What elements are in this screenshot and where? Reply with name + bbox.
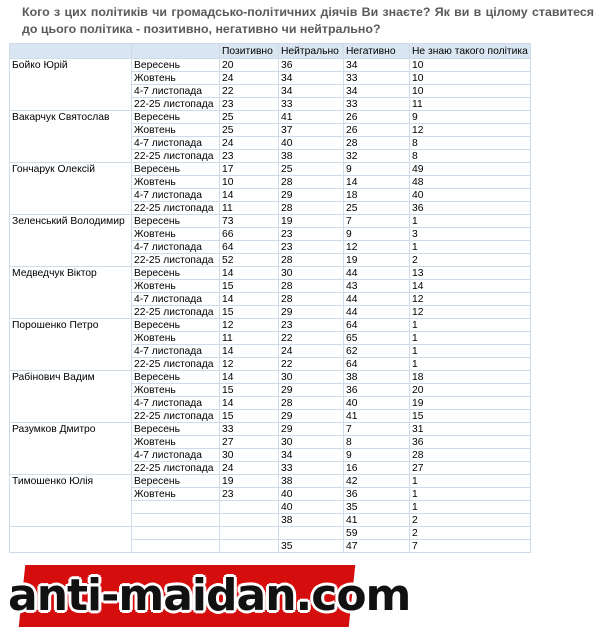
positive-cell: 25 [220,124,279,137]
period-cell: 4-7 листопада [132,189,220,202]
period-cell [132,527,220,540]
header-row [10,44,531,59]
neutral-cell: 36 [279,59,344,72]
unknown-cell: 49 [410,163,531,176]
negative-cell: 33 [344,72,410,85]
period-cell: Жовтень [132,384,220,397]
negative-cell: 28 [344,137,410,150]
unknown-cell: 14 [410,280,531,293]
header-period [132,44,220,59]
period-cell: Вересень [132,475,220,488]
period-cell: Вересень [132,267,220,280]
negative-cell: 38 [344,371,410,384]
negative-cell: 26 [344,111,410,124]
negative-cell: 19 [344,254,410,267]
negative-cell: 41 [344,514,410,527]
negative-cell: 44 [344,306,410,319]
politician-name: Разумков Дмитро [10,423,132,475]
politician-name: Зеленський Володимир [10,215,132,267]
positive-cell: 14 [220,371,279,384]
positive-cell: 10 [220,176,279,189]
period-cell: Жовтень [132,332,220,345]
positive-cell: 25 [220,111,279,124]
positive-cell: 64 [220,241,279,254]
table-row [10,423,531,436]
politician-name [10,527,132,553]
negative-cell: 35 [344,501,410,514]
positive-cell: 73 [220,215,279,228]
neutral-cell: 24 [279,345,344,358]
unknown-cell: 48 [410,176,531,189]
positive-cell: 12 [220,319,279,332]
period-cell: Жовтень [132,436,220,449]
period-cell: 4-7 листопада [132,85,220,98]
table-row [10,111,531,124]
period-cell: 22-25 листопада [132,306,220,319]
negative-cell: 7 [344,215,410,228]
negative-cell: 14 [344,176,410,189]
negative-cell: 12 [344,241,410,254]
period-cell: Жовтень [132,124,220,137]
positive-cell: 23 [220,488,279,501]
unknown-cell: 1 [410,241,531,254]
unknown-cell: 20 [410,384,531,397]
positive-cell: 66 [220,228,279,241]
neutral-cell: 37 [279,124,344,137]
politician-name: Бойко Юрій [10,59,132,111]
table-row [10,59,531,72]
period-cell: 4-7 листопада [132,345,220,358]
positive-cell: 24 [220,462,279,475]
negative-cell: 16 [344,462,410,475]
negative-cell: 40 [344,397,410,410]
neutral-cell: 28 [279,280,344,293]
negative-cell: 41 [344,410,410,423]
neutral-cell: 30 [279,436,344,449]
survey-body [10,59,531,553]
period-cell: 22-25 листопада [132,150,220,163]
neutral-cell: 41 [279,111,344,124]
negative-cell: 64 [344,358,410,371]
period-cell: Вересень [132,215,220,228]
positive-cell [220,527,279,540]
period-cell: 4-7 листопада [132,137,220,150]
table-row [10,215,531,228]
negative-cell: 7 [344,423,410,436]
neutral-cell: 34 [279,85,344,98]
neutral-cell: 38 [279,475,344,488]
politician-name: Тимошенко Юлія [10,475,132,527]
period-cell: Вересень [132,319,220,332]
unknown-cell: 2 [410,254,531,267]
period-cell: Вересень [132,111,220,124]
period-cell: 4-7 листопада [132,241,220,254]
unknown-cell: 1 [410,501,531,514]
period-cell: Жовтень [132,72,220,85]
positive-cell: 14 [220,397,279,410]
unknown-cell: 10 [410,72,531,85]
period-cell [132,540,220,553]
neutral-cell: 28 [279,202,344,215]
table-row [10,319,531,332]
positive-cell: 20 [220,59,279,72]
neutral-cell [279,527,344,540]
table-row [10,371,531,384]
negative-cell: 18 [344,189,410,202]
unknown-cell: 2 [410,527,531,540]
positive-cell: 14 [220,189,279,202]
period-cell: Вересень [132,163,220,176]
positive-cell: 23 [220,150,279,163]
unknown-cell: 10 [410,85,531,98]
neutral-cell: 40 [279,501,344,514]
unknown-cell: 1 [410,319,531,332]
neutral-cell: 19 [279,215,344,228]
period-cell: 22-25 листопада [132,462,220,475]
negative-cell: 44 [344,267,410,280]
unknown-cell: 1 [410,358,531,371]
neutral-cell: 38 [279,150,344,163]
header-negative: Негативно [344,44,410,59]
neutral-cell: 30 [279,371,344,384]
unknown-cell: 13 [410,267,531,280]
positive-cell: 15 [220,410,279,423]
positive-cell [220,514,279,527]
unknown-cell: 2 [410,514,531,527]
positive-cell: 24 [220,137,279,150]
neutral-cell: 22 [279,358,344,371]
negative-cell: 9 [344,163,410,176]
positive-cell: 15 [220,280,279,293]
survey-table [9,43,531,553]
neutral-cell: 28 [279,254,344,267]
unknown-cell: 8 [410,150,531,163]
negative-cell: 25 [344,202,410,215]
unknown-cell: 15 [410,410,531,423]
unknown-cell: 40 [410,189,531,202]
positive-cell: 52 [220,254,279,267]
politician-name: Гончарук Олексій [10,163,132,215]
negative-cell: 34 [344,59,410,72]
positive-cell: 12 [220,358,279,371]
politician-name: Медведчук Віктор [10,267,132,319]
positive-cell: 33 [220,423,279,436]
positive-cell: 22 [220,85,279,98]
positive-cell: 24 [220,72,279,85]
neutral-cell: 40 [279,137,344,150]
unknown-cell: 3 [410,228,531,241]
unknown-cell: 12 [410,293,531,306]
negative-cell: 47 [344,540,410,553]
unknown-cell: 1 [410,332,531,345]
unknown-cell: 7 [410,540,531,553]
negative-cell: 44 [344,293,410,306]
negative-cell: 59 [344,527,410,540]
neutral-cell: 29 [279,384,344,397]
negative-cell: 64 [344,319,410,332]
table-row [10,267,531,280]
period-cell: Вересень [132,59,220,72]
unknown-cell: 8 [410,137,531,150]
neutral-cell: 29 [279,410,344,423]
survey-question: Кого з цих політиків чи громадсько-політичних діячів Ви знаєте? Як ви в цілому ставитеся до цього політика - позитивно, негативно чи нейтрально? [22,5,594,36]
unknown-cell: 31 [410,423,531,436]
neutral-cell: 23 [279,228,344,241]
positive-cell: 23 [220,98,279,111]
negative-cell: 9 [344,228,410,241]
positive-cell: 15 [220,306,279,319]
period-cell: 4-7 листопада [132,397,220,410]
positive-cell: 14 [220,293,279,306]
negative-cell: 34 [344,85,410,98]
positive-cell [220,501,279,514]
unknown-cell: 12 [410,306,531,319]
unknown-cell: 28 [410,449,531,462]
unknown-cell: 1 [410,345,531,358]
positive-cell: 27 [220,436,279,449]
period-cell: 22-25 листопада [132,98,220,111]
positive-cell: 11 [220,332,279,345]
positive-cell: 30 [220,449,279,462]
unknown-cell: 36 [410,436,531,449]
period-cell: 4-7 листопада [132,449,220,462]
neutral-cell: 33 [279,98,344,111]
unknown-cell: 10 [410,59,531,72]
unknown-cell: 1 [410,488,531,501]
period-cell: Жовтень [132,228,220,241]
header-positive: Позитивно [220,44,279,59]
neutral-cell: 28 [279,176,344,189]
politician-name: Рабінович Вадим [10,371,132,423]
positive-cell: 14 [220,267,279,280]
table-row [10,475,531,488]
header-neutral: Нейтрально [279,44,344,59]
politician-name: Порошенко Петро [10,319,132,371]
period-cell: Жовтень [132,280,220,293]
period-cell [132,501,220,514]
negative-cell: 62 [344,345,410,358]
positive-cell: 19 [220,475,279,488]
negative-cell: 9 [344,449,410,462]
table-row [10,163,531,176]
neutral-cell: 29 [279,423,344,436]
negative-cell: 32 [344,150,410,163]
neutral-cell: 34 [279,449,344,462]
neutral-cell: 29 [279,189,344,202]
negative-cell: 36 [344,488,410,501]
negative-cell: 42 [344,475,410,488]
unknown-cell: 18 [410,371,531,384]
unknown-cell: 1 [410,215,531,228]
neutral-cell: 28 [279,397,344,410]
period-cell: Жовтень [132,488,220,501]
positive-cell [220,540,279,553]
unknown-cell: 19 [410,397,531,410]
unknown-cell: 9 [410,111,531,124]
positive-cell: 14 [220,345,279,358]
period-cell: 4-7 листопада [132,293,220,306]
unknown-cell: 36 [410,202,531,215]
neutral-cell: 38 [279,514,344,527]
negative-cell: 8 [344,436,410,449]
header-politician [10,44,132,59]
unknown-cell: 12 [410,124,531,137]
negative-cell: 43 [344,280,410,293]
table-row [10,527,531,540]
neutral-cell: 25 [279,163,344,176]
unknown-cell: 11 [410,98,531,111]
negative-cell: 26 [344,124,410,137]
politician-name: Вакарчук Святослав [10,111,132,163]
neutral-cell: 23 [279,319,344,332]
neutral-cell: 23 [279,241,344,254]
negative-cell: 65 [344,332,410,345]
positive-cell: 15 [220,384,279,397]
unknown-cell: 1 [410,475,531,488]
period-cell: Вересень [132,423,220,436]
period-cell: Жовтень [132,176,220,189]
period-cell: 22-25 листопада [132,202,220,215]
neutral-cell: 33 [279,462,344,475]
watermark-logo: anti-maidan.com [8,570,411,621]
period-cell: 22-25 листопада [132,358,220,371]
neutral-cell: 28 [279,293,344,306]
neutral-cell: 34 [279,72,344,85]
unknown-cell: 27 [410,462,531,475]
header-unknown: Не знаю такого політика [410,44,531,59]
period-cell: 22-25 листопада [132,254,220,267]
neutral-cell: 35 [279,540,344,553]
neutral-cell: 29 [279,306,344,319]
positive-cell: 17 [220,163,279,176]
negative-cell: 33 [344,98,410,111]
period-cell: Вересень [132,371,220,384]
neutral-cell: 30 [279,267,344,280]
negative-cell: 36 [344,384,410,397]
period-cell [132,514,220,527]
neutral-cell: 40 [279,488,344,501]
period-cell: 22-25 листопада [132,410,220,423]
neutral-cell: 22 [279,332,344,345]
positive-cell: 11 [220,202,279,215]
